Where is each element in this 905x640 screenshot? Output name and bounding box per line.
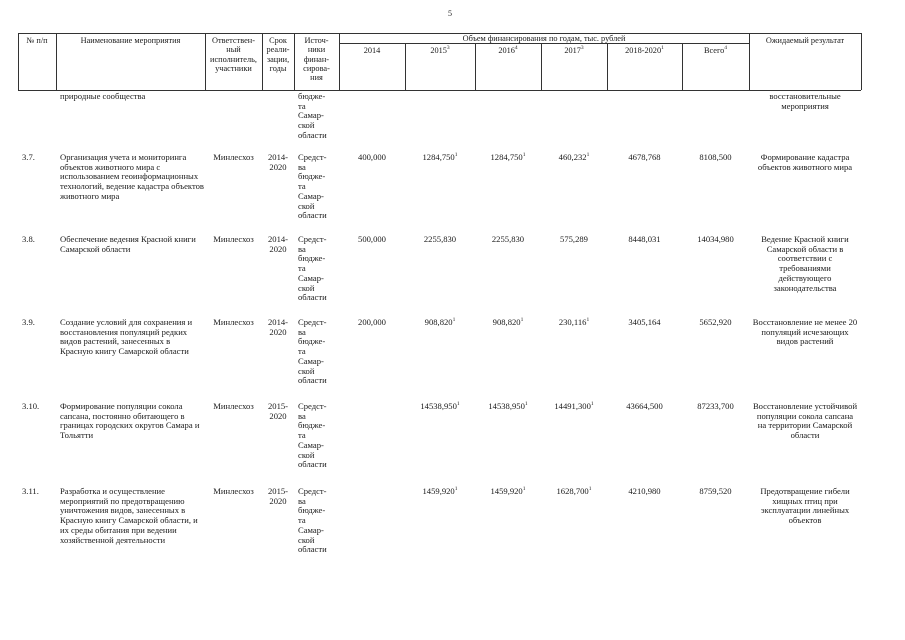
row-value-2016: 1459,920$^1$ xyxy=(490,486,526,496)
row-value-2017: 230,116$^1$ xyxy=(558,317,590,327)
row-source: Средст- ва бюдже- та Самар- ской области xyxy=(298,234,327,303)
row-value-total: 87233,700 xyxy=(697,401,734,411)
row-result: Формирование кадастра объектов животного мира xyxy=(757,152,853,172)
row-value-2017: 575,289 xyxy=(560,234,588,244)
row-responsible: Минлесхоз xyxy=(213,486,254,496)
row-result: Восстановление не менее 20 популяций исчезающих видов растений xyxy=(752,317,858,347)
row-value-2016: 1284,750$^1$ xyxy=(490,152,526,162)
row-value-2018-2020: 3405,164 xyxy=(628,317,661,327)
header-year: 2016$^4$ xyxy=(498,45,518,55)
row-value-2015: 1284,750$^1$ xyxy=(422,152,458,162)
row-value-total: 5652,920 xyxy=(699,317,732,327)
row-term: 2014- 2020 xyxy=(267,234,289,254)
row-value-2018-2020: 43664,500 xyxy=(626,401,663,411)
row-value-2017: 1628,700$^1$ xyxy=(556,486,592,496)
row-num: 3.10. xyxy=(22,401,40,411)
row-value-total: 8108,500 xyxy=(699,152,732,162)
row-value-2014: 500,000 xyxy=(358,234,386,244)
row-term: 2015- 2020 xyxy=(267,401,289,421)
header-funding-title: Объем финансирования по годам, тыс. рублей xyxy=(462,34,626,43)
row-value-2015: 2255,830 xyxy=(423,234,457,244)
row-source: Средст- ва бюдже- та Самар- ской области xyxy=(298,317,327,386)
row-name: Организация учета и мониторинга объектов животного мира с использованием геоинформационных технологий, ведение кадастра объектов животного мира xyxy=(60,152,204,201)
row-name: Разработка и осуществление мероприятий по предотвращению уничтожения видов, занесенных в Красную книгу Самарской области, и их среды обитания при ведении хозяйственной деятельности xyxy=(60,486,198,545)
row-value-2015: 1459,920$^1$ xyxy=(422,486,458,496)
row-num: 3.11. xyxy=(22,486,39,496)
row-value-total: 8759,520 xyxy=(699,486,732,496)
row-responsible: Минлесхоз xyxy=(213,317,254,327)
row-source: Средст- ва бюдже- та Самар- ской области xyxy=(298,152,327,221)
header-responsible: Ответствен- ный исполнитель, участники xyxy=(210,36,257,73)
row-result: Ведение Красной книги Самарской области в соответствии с требованиями действующего законодательства xyxy=(761,234,849,293)
row-name: Создание условий для сохранения и восстановления популяций редких видов растений, занесенных в Красную книгу Самарской области xyxy=(60,317,193,357)
header-year: 2015$^3$ xyxy=(430,45,450,55)
header-year: 2014 xyxy=(363,46,381,55)
row-value-2018-2020: 4678,768 xyxy=(628,152,661,162)
row-num: 3.9. xyxy=(22,317,35,327)
header-name: Наименование мероприятия xyxy=(80,36,181,45)
row-value-2017: 460,232$^1$ xyxy=(558,152,590,162)
row-value-2014: 400,000 xyxy=(358,152,386,162)
header-result: Ожидаемый результат xyxy=(765,36,845,45)
row-term: 2014- 2020 xyxy=(267,317,289,337)
row-responsible: Минлесхоз xyxy=(213,401,254,411)
header-year: 2018-2020$^1$ xyxy=(625,45,664,55)
row-source: Средст- ва бюдже- та Самар- ской области xyxy=(298,401,327,470)
row-value-2018-2020: 4210,980 xyxy=(628,486,661,496)
row-value-2014: 200,000 xyxy=(358,317,386,327)
row-num: 3.7. xyxy=(22,152,35,162)
continuation-source: бюдже- та Самар- ской области xyxy=(298,91,327,140)
row-term: 2014- 2020 xyxy=(267,152,289,172)
row-value-2018-2020: 8448,031 xyxy=(628,234,661,244)
header-year: Всего$^4$ xyxy=(703,45,728,55)
row-value-2017: 14491,300$^1$ xyxy=(554,401,594,411)
header-term: Срок реали- зации, годы xyxy=(266,36,290,73)
row-source: Средст- ва бюдже- та Самар- ской области xyxy=(298,486,327,555)
row-responsible: Минлесхоз xyxy=(213,152,254,162)
row-name: Формирование популяции сокола сапсана, постоянно обитающего в границах городских округов Самара и Тольятти xyxy=(60,401,200,441)
header-year: 2017$^3$ xyxy=(564,45,584,55)
continuation-result: восстановительные мероприятия xyxy=(769,91,841,111)
row-value-2016: 14538,950$^1$ xyxy=(488,401,528,411)
row-responsible: Минлесхоз xyxy=(213,234,254,244)
header-source: Источ- ники финан- сирова- ния xyxy=(303,36,330,83)
row-value-2015: 908,820$^1$ xyxy=(424,317,456,327)
continuation-name: природные сообщества xyxy=(60,91,146,101)
row-num: 3.8. xyxy=(22,234,35,244)
row-value-2016: 908,820$^1$ xyxy=(492,317,524,327)
row-value-2016: 2255,830 xyxy=(491,234,525,244)
row-result: Восстановление устойчивой популяции сокола сапсана на территории Самарской области xyxy=(752,401,858,441)
row-value-total: 14034,980 xyxy=(697,234,734,244)
row-result: Предотвращение гибели хищных птиц при эксплуатации линейных объектов xyxy=(760,486,850,526)
row-value-2015: 14538,950$^1$ xyxy=(420,401,460,411)
row-term: 2015- 2020 xyxy=(267,486,289,506)
page-number: 5 xyxy=(448,9,452,18)
row-name: Обеспечение ведения Красной книги Самарской области xyxy=(60,234,196,254)
col-divider xyxy=(861,33,862,90)
header-num: № п/п xyxy=(26,36,48,45)
